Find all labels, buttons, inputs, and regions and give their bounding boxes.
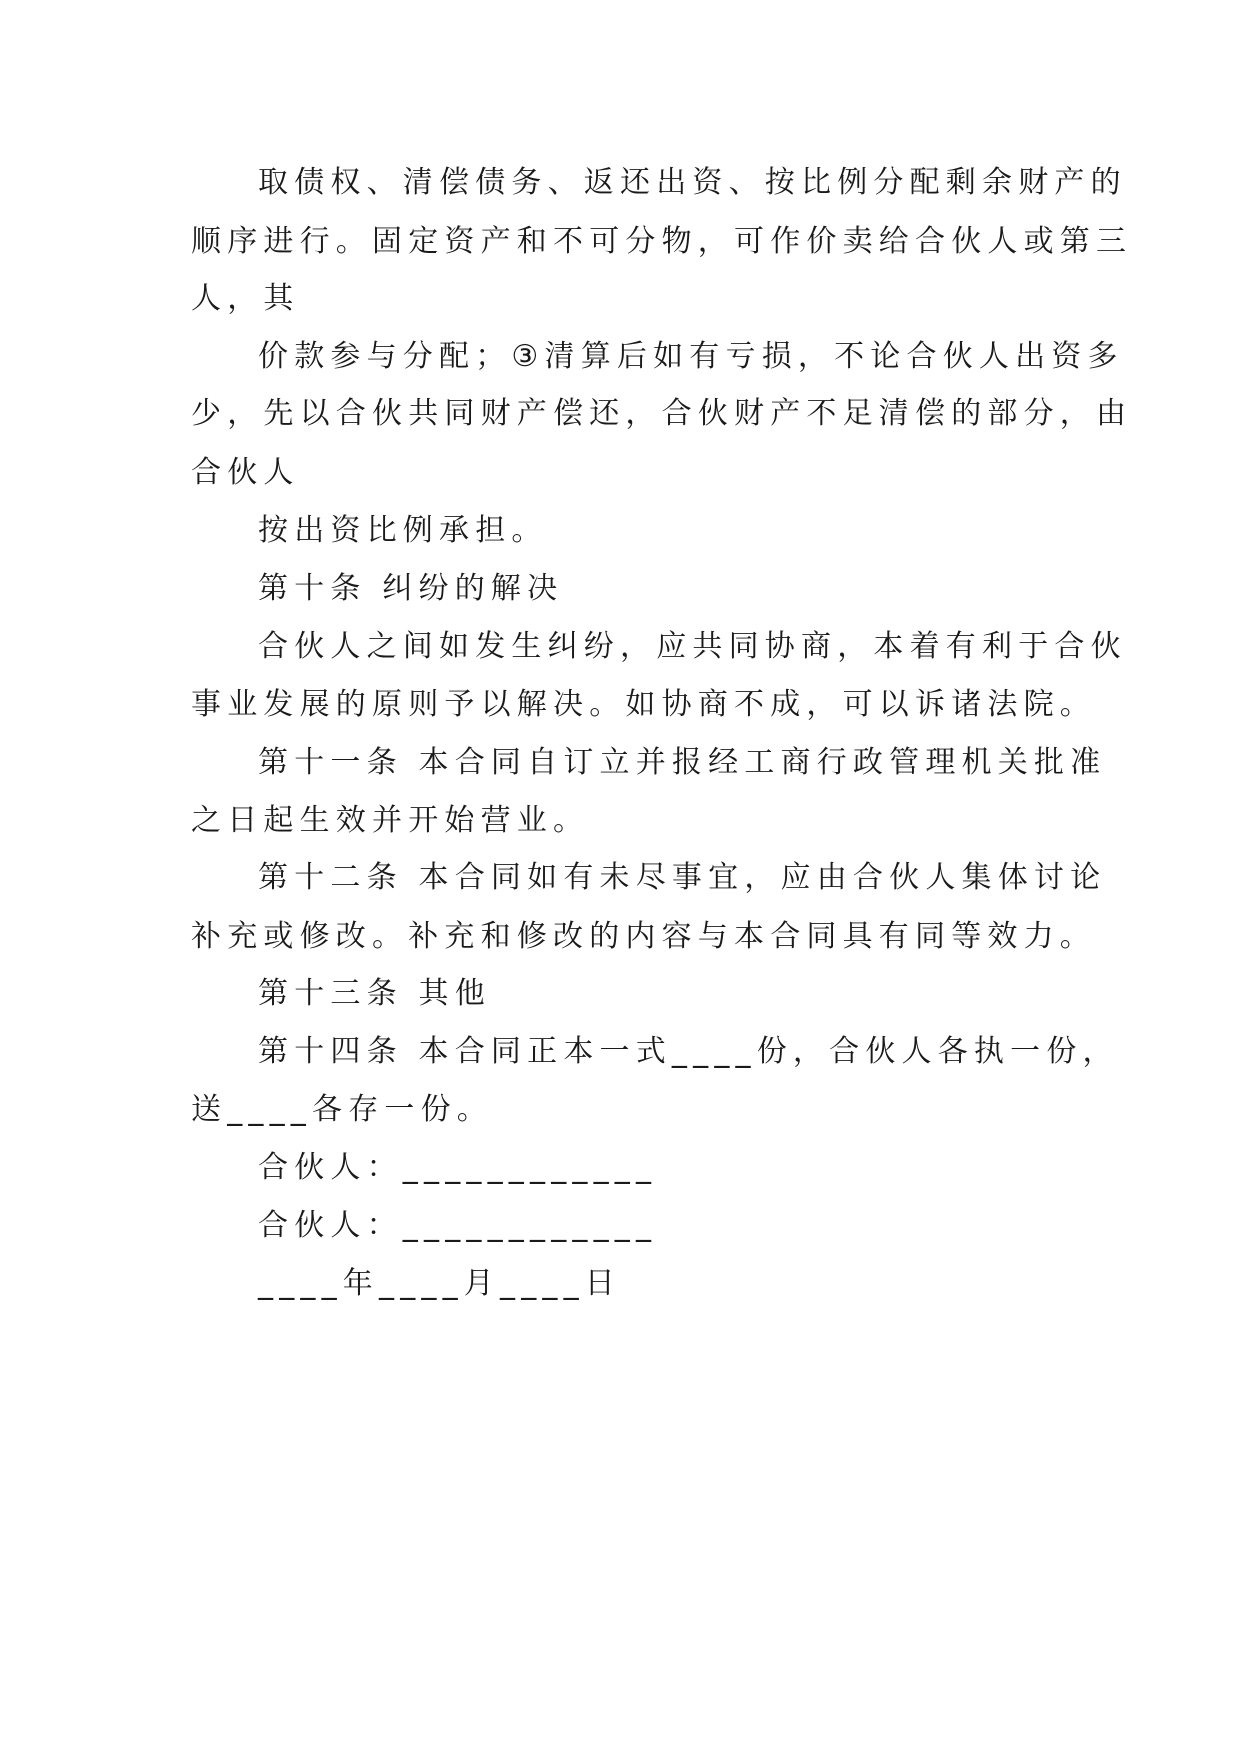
text-line-3: 人，其 <box>191 281 300 316</box>
text-line-2: 顺序进行。固定资产和不可分物，可作价卖给合伙人或第三 <box>191 224 1133 259</box>
text-line-7: 按出资比例承担。 <box>258 513 548 548</box>
article-12-line: 第十二条 本合同如有未尽事宜，应由合伙人集体讨论 <box>258 860 1107 895</box>
partner-signature-1: 合伙人：____________ <box>258 1150 658 1185</box>
text-line-17: 送____各存一份。 <box>191 1092 493 1127</box>
date-line: ____年____月____日 <box>258 1266 621 1301</box>
text-line-14: 补充或修改。补充和修改的内容与本合同具有同等效力。 <box>191 919 1096 954</box>
text-line-1: 取债权、清偿债务、返还出资、按比例分配剩余财产的 <box>258 165 1127 200</box>
text-line-4: 价款参与分配；③清算后如有亏损，不论合伙人出资多 <box>258 339 1124 374</box>
article-10-heading: 第十条 纠纷的解决 <box>258 571 564 606</box>
article-14-line: 第十四条 本合同正本一式____份，合伙人各执一份， <box>258 1034 1119 1069</box>
partner-signature-2: 合伙人：____________ <box>258 1208 658 1243</box>
text-line-6: 合伙人 <box>191 455 300 490</box>
article-11-line: 第十一条 本合同自订立并报经工商行政管理机关批准 <box>258 745 1107 780</box>
text-line-5: 少，先以合伙共同财产偿还，合伙财产不足清偿的部分，由 <box>191 396 1133 431</box>
text-line-10: 事业发展的原则予以解决。如协商不成，可以诉诸法院。 <box>191 687 1096 722</box>
text-line-12: 之日起生效并开始营业。 <box>191 803 590 838</box>
article-13-heading: 第十三条 其他 <box>258 976 491 1011</box>
text-line-9: 合伙人之间如发生纠纷，应共同协商，本着有利于合伙 <box>258 629 1127 664</box>
